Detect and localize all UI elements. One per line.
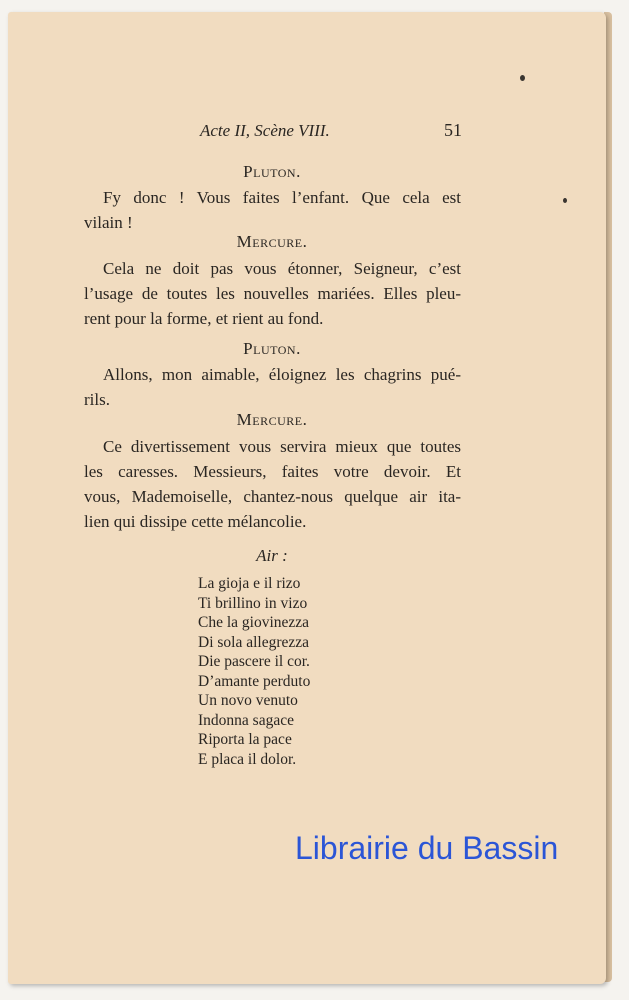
speaker-mercure: Mercure.: [236, 410, 308, 429]
song-verse: La gioja e il rizo: [198, 575, 301, 592]
dialogue-line: rils.: [84, 390, 110, 409]
song-verse: Ti brillino in vizo: [198, 595, 308, 612]
dialogue-line: Allons, mon aimable, éloignez les chagrins pué-: [103, 365, 461, 384]
speaker-mercure: Mercure.: [236, 232, 308, 251]
dialogue-line: Fy donc ! Vous faites l’enfant. Que cela est: [103, 188, 461, 207]
song-verse: Indonna sagace: [198, 712, 294, 729]
song-verse: Che la giovinezza: [198, 614, 310, 631]
dialogue-line: Ce divertissement vous servira mieux que toutes: [103, 437, 461, 456]
speaker-pluton: Pluton.: [243, 162, 301, 181]
ink-speck: [563, 198, 567, 203]
speaker-pluton: Pluton.: [243, 339, 301, 358]
dialogue-line: les caresses. Messieurs, faites votre devoir. Et: [84, 462, 461, 481]
watermark-text: Librairie du Bassin: [295, 830, 559, 866]
dialogue-line: Cela ne doit pas vous étonner, Seigneur, c’est: [103, 259, 461, 278]
dialogue-line: vilain !: [84, 213, 133, 232]
song-verse: D’amante perduto: [198, 673, 311, 690]
song-title: Air :: [256, 546, 288, 565]
song-verse: Die pascere il cor.: [198, 653, 310, 670]
ink-speck: [520, 75, 525, 81]
song-verse: Riporta la pace: [198, 731, 292, 748]
dialogue-line: lien qui dissipe cette mélancolie.: [84, 512, 307, 531]
song-verse: Un novo venuto: [198, 692, 298, 709]
song-verse: Di sola allegrezza: [198, 634, 310, 651]
dialogue-line: l’usage de toutes les nouvelles mariées. Elles pleu-: [84, 284, 461, 303]
dialogue-line: vous, Mademoiselle, chantez-nous quelque air ita-: [84, 487, 461, 506]
page-number: 51: [444, 120, 462, 140]
running-head: Acte II, Scène VIII.: [200, 121, 330, 140]
dialogue-line: rent pour la forme, et rient au fond.: [84, 309, 324, 328]
song-verse: E placa il dolor.: [198, 751, 297, 768]
